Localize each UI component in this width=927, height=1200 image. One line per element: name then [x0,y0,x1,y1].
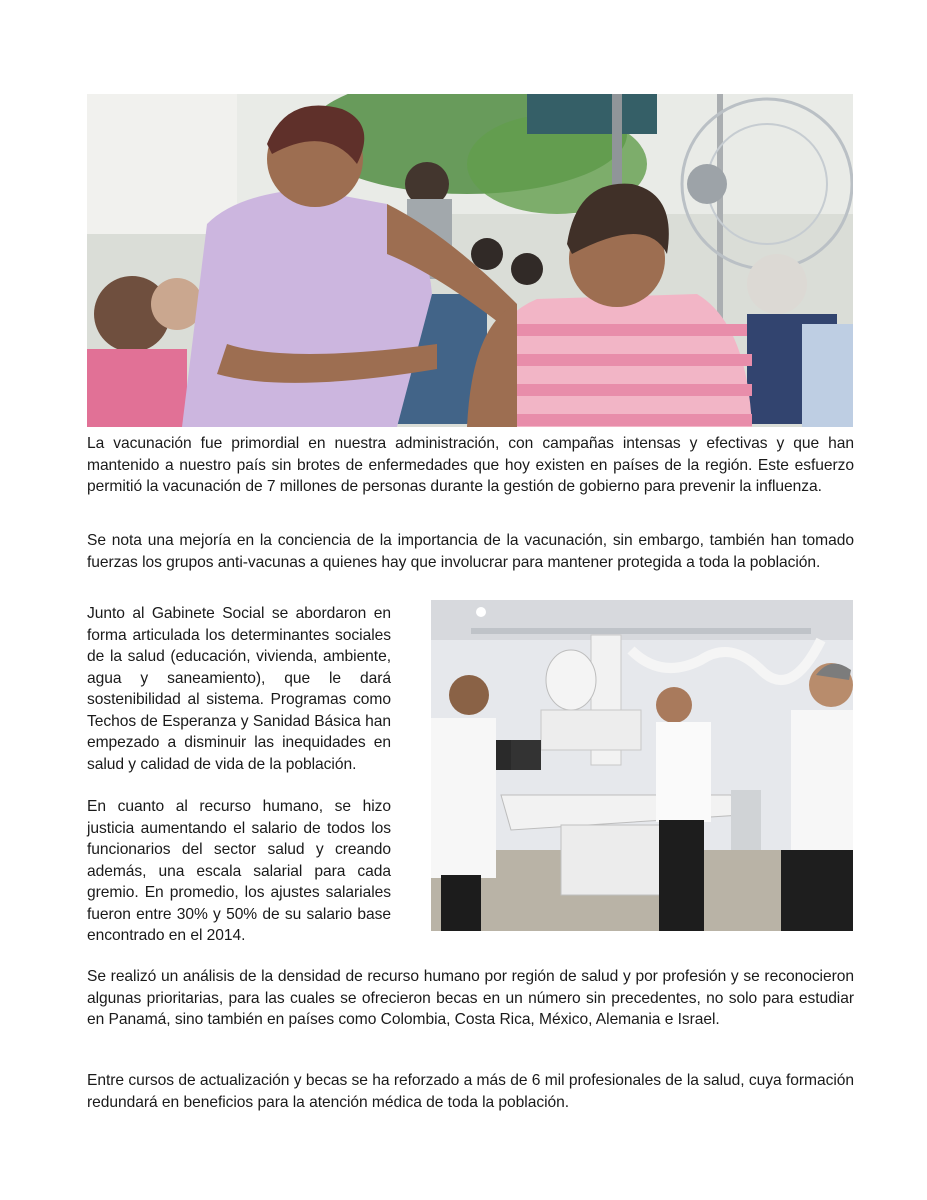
xray-room-illustration [431,600,853,931]
paragraph-training: Entre cursos de actualización y becas se ha reforzado a más de 6 mil profesionales de la salud, cuya formación redundará en beneficios para la atención médica de toda la población. [87,1072,854,1111]
xray-room-photo [431,600,853,931]
paragraph-anti-vaccine: Se nota una mejoría en la conciencia de la importancia de la vacunación, sin embargo, también han tomado fuerzas los grupos anti-vacunas a quienes hay que involucrar para mantener protegida a toda la población. [87,532,854,571]
paragraph-health-analysis: Se realizó un análisis de la densidad de recurso humano por región de salud y por profesión y se reconocieron algunas prioritarias, para las cuales se ofrecieron becas en un número sin precedentes, no solo para estudiar en Panamá, sino también en países como Colombia, Costa Rica, México, Alemania e Israel. [87,968,854,1028]
paragraph-vaccination: La vacunación fue primordial en nuestra administración, con campañas intensas y efectivas y que han mantenido a nuestro país sin brotes de enfermedades que hoy existen en países de la región. Este esfuerzo permitió la vacunación de 7 millones de personas durante la gestión de gobierno para prevenir la influenza. [87,435,854,495]
vaccination-illustration [87,94,853,427]
vaccination-photo [87,94,853,427]
paragraph-human-resources: En cuanto al recurso humano, se hizo justicia aumentando el salario de todos los funcionarios del sector salud y creando además, una escala salarial para cada gremio. En promedio, los ajustes salariales fueron entre 30% y 50% de su salario base encontrado en el 2014. [87,798,391,944]
paragraph-social-cabinet: Junto al Gabinete Social se abordaron en forma articulada los determinantes sociales de la salud (educación, vivienda, ambiente, agua y saneamiento), que le dará sostenibilidad al sistema. Programas como Techos de Esperanza y Sanidad Básica han empezado a disminuir las inequidades en salud y calidad de vida de la población. [87,605,391,773]
